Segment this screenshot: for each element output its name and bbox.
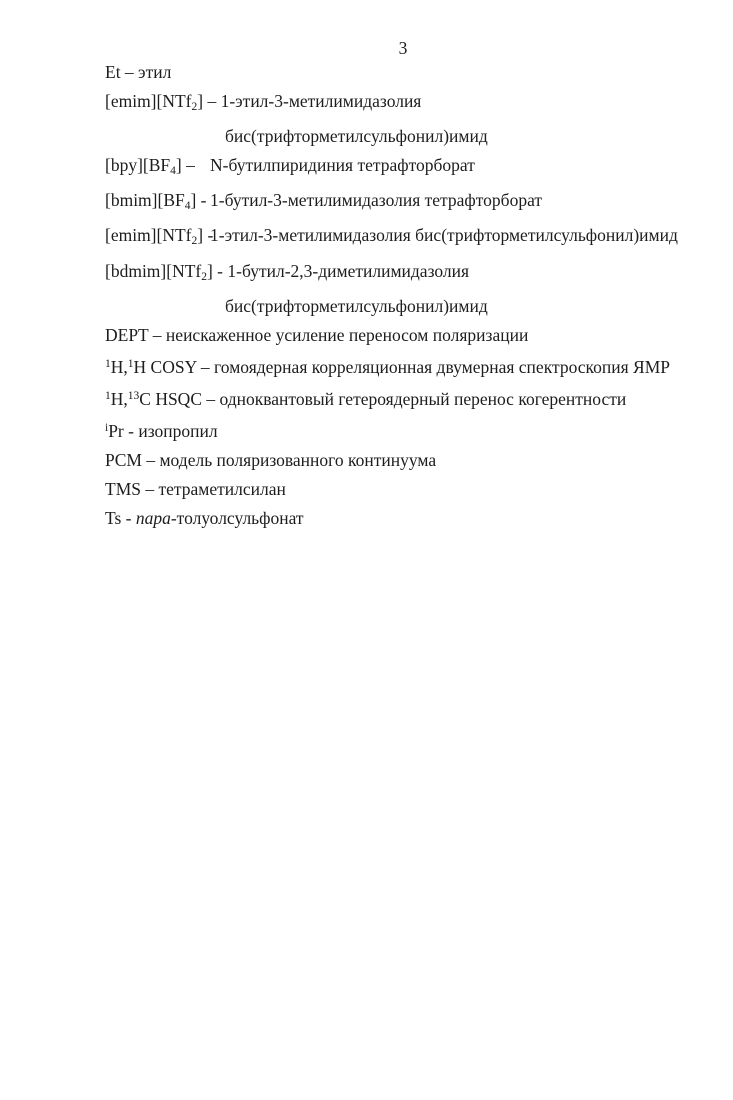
text-run: ] - — [197, 225, 214, 246]
text-run: ] – — [175, 155, 195, 176]
abbreviation-line — [105, 414, 715, 446]
text-sup: 13 — [127, 389, 140, 402]
text-run: PCM – модель поляризованного континуума — [105, 450, 437, 471]
abbreviation-label — [105, 221, 214, 256]
abbreviation-line — [105, 292, 715, 321]
text-sup: 1 — [105, 357, 111, 370]
text-run: Ts - — [105, 508, 136, 529]
text-run: ] – 1-этил-3-метилимидазолия — [197, 91, 422, 112]
text-sub: 4 — [170, 165, 176, 178]
abbreviation-line — [105, 151, 715, 186]
abbreviation-line — [105, 186, 715, 221]
abbreviation-line — [105, 58, 715, 87]
abbreviation-description — [210, 225, 678, 245]
text-run: [bdmim][NTf — [105, 260, 202, 281]
text-run: [emim][NTf — [105, 225, 192, 246]
text-sub: 2 — [191, 101, 198, 114]
text-run: H COSY – гомоядерная корреляционная двумерная спектроскопия ЯМР — [133, 356, 671, 377]
text-run: DEPT – неискаженное усиление переносом поляризации — [105, 324, 529, 345]
abbreviation-line — [105, 87, 715, 122]
text-run: [bmim][BF — [105, 190, 185, 211]
text-run: бис(трифторметилсульфонил)имид — [225, 126, 488, 147]
text-run: бис(трифторметилсульфонил)имид — [225, 295, 488, 316]
abbreviation-line — [105, 321, 715, 350]
text-run: -толуолсульфонат — [170, 508, 304, 529]
text-run: [bpy][BF — [105, 155, 171, 176]
text-run: C HSQC – одноквантовый гетероядерный перенос когерентности — [139, 388, 627, 409]
abbreviation-line — [105, 221, 715, 256]
abbreviation-line — [105, 122, 715, 151]
text-run: Et – этил — [105, 62, 172, 82]
abbreviation-line — [105, 382, 715, 414]
abbreviation-label — [105, 186, 210, 221]
text-sup: 1 — [105, 389, 111, 402]
abbreviation-label — [105, 151, 210, 186]
text-run: H, — [110, 356, 128, 377]
abbreviation-line — [105, 446, 715, 475]
abbreviation-description — [210, 190, 542, 210]
text-sub: 2 — [191, 235, 198, 248]
abbreviation-line — [105, 504, 715, 533]
text-sub: 4 — [184, 200, 191, 213]
abbreviation-line — [105, 350, 715, 382]
text-run: ] - 1-бутил-2,3-диметилимидазолия — [206, 260, 470, 281]
abbreviation-description — [210, 155, 475, 175]
text-run: TMS – тетраметилсилан — [105, 479, 286, 500]
text-sup: 1 — [127, 357, 134, 370]
text-run: 1-этил-3-метилимидазолия бис(трифторметилсульфонил)имид — [210, 225, 678, 246]
abbreviation-line — [105, 257, 715, 292]
abbreviation-list — [105, 58, 715, 533]
text-sub: 2 — [201, 270, 207, 283]
text-run: N-бутилпиридиния тетрафторборат — [210, 155, 475, 176]
page-number: 3 — [398, 38, 408, 58]
text-run: ] - — [190, 190, 207, 211]
text-sup: i — [105, 422, 109, 435]
text-run: H, — [110, 388, 128, 409]
text-i: пара — [135, 508, 171, 529]
text-run: [emim][NTf — [105, 91, 192, 112]
text-run: 1-бутил-3-метилимидазолия тетрафторборат — [210, 190, 543, 211]
text-run: Pr - изопропил — [108, 421, 218, 442]
abbreviation-line — [105, 475, 715, 504]
